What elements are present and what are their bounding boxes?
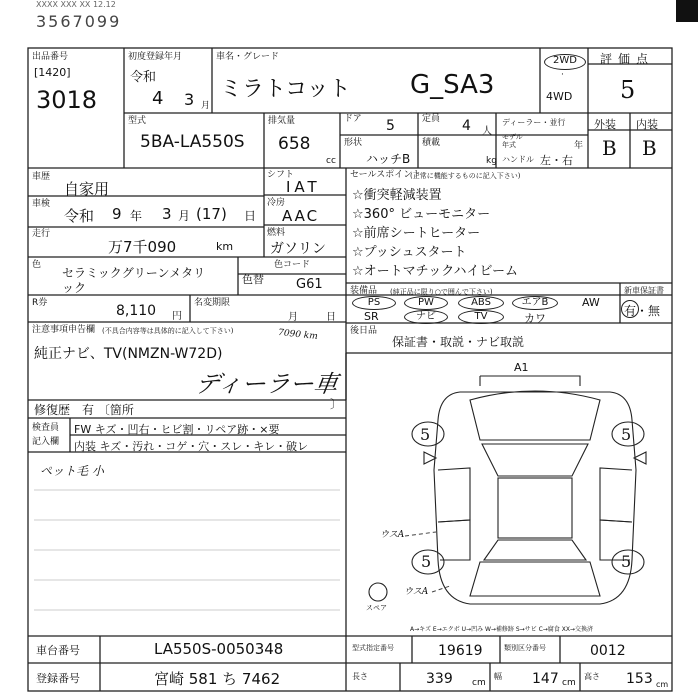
chassis-value: LA550S-0050348 — [154, 640, 284, 658]
mileage-value: 万7千090 — [108, 238, 177, 256]
notes-label: 注意事項申告欄 — [32, 325, 96, 335]
inspector-row2: 内装 キズ・汚れ・コゲ・穴・スレ・キレ・破レ — [74, 440, 309, 453]
shape-value: ハッチB — [366, 152, 411, 166]
equipment-label: 装備品 — [350, 286, 378, 296]
height-label: 高さ — [584, 672, 600, 681]
shape-label: 形状 — [344, 138, 363, 148]
class-label: 類別区分番号 — [504, 644, 546, 652]
inspection-year: 9 — [112, 205, 122, 223]
length-label: 長さ — [352, 672, 368, 681]
handle-value: 左・右 — [540, 154, 573, 167]
diagram-side-mark-1: ウスA — [380, 530, 405, 540]
capacity-unit: 人 — [482, 126, 492, 137]
drive-2wd: 2WD — [544, 54, 586, 70]
color-label: 色 — [32, 260, 42, 270]
tax-expiry-label: 名変期限 — [194, 298, 231, 308]
dealer-stamp: ディーラー車 — [193, 370, 340, 398]
tax-unit: 円 — [172, 311, 182, 322]
color-code-label: 色コード — [274, 260, 311, 270]
diagram-mark-front-left: 5 — [420, 425, 431, 444]
first-reg-era: 令和 — [130, 70, 157, 85]
equipment-sub: (純正品に限り○で囲んで下さい) — [390, 288, 493, 296]
height-value: 153 — [626, 671, 653, 687]
documents-value: 保証書・取説・ナビ取説 — [392, 335, 525, 349]
equipment-sr: SR — [364, 310, 379, 323]
notes-sub: (不具合内容等は具体的に記入して下さい) — [102, 327, 234, 335]
inspector-label-2: 記入欄 — [32, 437, 60, 447]
length-unit: cm — [472, 678, 486, 688]
load-unit: kg — [486, 156, 497, 166]
usage-value: 自家用 — [64, 180, 110, 198]
inspector-note: ペット毛 小 — [40, 464, 104, 478]
score-label: 評価点 — [600, 52, 655, 66]
lot-number: 3018 — [36, 86, 98, 114]
first-reg-month: 3 — [184, 90, 195, 109]
sales-point-item: ☆衝突軽減装置 — [352, 188, 442, 203]
tax-month-unit: 月 — [288, 312, 298, 323]
plate-value: 宮崎 581 ち 7462 — [154, 670, 281, 688]
mileage-unit: km — [216, 240, 234, 253]
model-name: ミラトコット — [220, 77, 351, 102]
color-code: G61 — [296, 277, 323, 292]
first-reg-year: 4 — [152, 88, 164, 109]
tax-value: 8,110 — [116, 303, 157, 319]
manual-value: 有・無 — [624, 304, 661, 318]
chassis-label: 車台番号 — [36, 644, 80, 657]
shift-value: IAT — [286, 178, 321, 196]
displacement-value: 658 — [278, 134, 311, 154]
plate-label: 登録番号 — [36, 672, 80, 685]
inspection-month-unit: 月 — [178, 209, 191, 223]
mileage-label: 走行 — [32, 229, 51, 239]
inspection-day-unit: 日 — [244, 209, 257, 223]
score-value: 5 — [620, 76, 636, 104]
drive-4wd: 4WD — [546, 90, 573, 103]
equipment-airbag: エアB — [512, 296, 558, 310]
displacement-label: 排気量 — [268, 116, 296, 126]
repair-label: 修復歴 — [34, 403, 71, 417]
sales-point-item: ☆前席シートヒーター — [352, 226, 481, 241]
interior-value: B — [642, 136, 657, 160]
fuel-value: ガソリン — [270, 241, 326, 257]
diagram-side-mark-2: ウスA — [404, 587, 429, 597]
equipment-leather: カワ — [524, 312, 546, 325]
header-top-text: XXXX XXX XX 12.12 — [36, 0, 116, 9]
repair-close-bracket: 〕 — [330, 397, 343, 411]
sales-points-label: セールスポイント — [350, 170, 422, 180]
type-code-value: 5BA-LA550S — [140, 132, 245, 152]
type-code-label: 型式 — [128, 116, 147, 126]
sales-point-item: ☆オートマチックハイビーム — [352, 264, 518, 279]
model-grade: G_SA3 — [410, 70, 495, 100]
capacity-label: 定員 — [422, 114, 441, 124]
model-cert-value: 19619 — [438, 643, 483, 659]
inspection-era: 令和 — [64, 207, 95, 225]
height-unit: cm — [656, 680, 669, 689]
sales-point-item: ☆360° ビューモニター — [352, 207, 491, 222]
class-value: 0012 — [590, 643, 626, 659]
inspection-day: (17) — [196, 205, 227, 223]
model-cert-label: 型式指定番号 — [352, 644, 394, 652]
displacement-unit: cc — [326, 156, 336, 166]
notes-handwritten-km: 7090 km — [277, 327, 319, 343]
first-reg-month-unit: 月 — [201, 101, 211, 111]
cooler-value: AAC — [282, 207, 320, 225]
length-value: 339 — [426, 671, 453, 687]
model-label: 車名・グレード — [216, 52, 280, 62]
model-year-unit: 年 — [574, 141, 584, 151]
tax-label: R券 — [32, 298, 48, 308]
exterior-value: B — [602, 136, 617, 160]
equipment-navi: ナビ — [404, 310, 448, 324]
lot-label: 出品番号 — [32, 52, 69, 62]
drive-dot: · — [561, 70, 564, 80]
inspector-row1: FW キズ・凹右・ヒビ割・リペア跡・×要 — [74, 423, 280, 436]
manual-label: 新車保証書 — [624, 286, 664, 295]
equipment-pw: PW — [404, 296, 448, 310]
usage-label: 車歴 — [32, 172, 51, 182]
load-label: 積載 — [422, 138, 441, 148]
model-year-label: モデル年式 — [502, 133, 523, 149]
equipment-aw: AW — [582, 296, 600, 309]
exterior-label: 外装 — [594, 118, 616, 131]
notes-line1: 純正ナビ、TV(NMZN-W72D) — [34, 346, 223, 362]
diagram-spare-label: スペア — [366, 604, 387, 612]
cooler-label: 冷房 — [267, 198, 286, 208]
diagram-mark-rear-right: 5 — [621, 552, 632, 571]
repair-value: 有 〔箇所 — [82, 403, 134, 417]
shift-label: シフト — [267, 170, 295, 180]
inspector-label-1: 検査員 — [32, 423, 60, 433]
dealer-run-label: ディーラー・並行 — [502, 118, 566, 127]
handle-label: ハンドル — [502, 155, 534, 164]
color-swap-label: 色替 — [242, 273, 264, 286]
interior-label: 内装 — [636, 118, 658, 131]
sales-point-item: ☆プッシュスタート — [352, 245, 467, 260]
equipment-abs: ABS — [458, 296, 504, 310]
width-label: 幅 — [494, 672, 502, 681]
sales-points-sub: (正常に機能するものに記入下さい) — [410, 172, 521, 180]
equipment-ps: PS — [352, 296, 396, 310]
width-value: 147 — [532, 671, 559, 687]
first-reg-label: 初度登録年月 — [128, 52, 183, 62]
diagram-top-mark: A1 — [514, 361, 529, 374]
doors-value: 5 — [386, 118, 395, 134]
fuel-label: 燃料 — [267, 228, 286, 238]
equipment-tv: TV — [458, 310, 504, 324]
documents-label: 後日品 — [350, 326, 378, 336]
capacity-value: 4 — [462, 118, 471, 134]
color-line2: ック — [62, 281, 87, 295]
diagram-mark-rear-left: 5 — [421, 552, 432, 571]
inspection-year-unit: 年 — [130, 209, 143, 223]
diagram-mark-front-right: 5 — [621, 425, 632, 444]
header-top-number: 3567099 — [36, 12, 122, 31]
lot-code: [1420] — [34, 66, 71, 79]
doors-label: ドア — [344, 114, 362, 124]
tax-day-unit: 日 — [326, 312, 336, 323]
diagram-legend: A→キズ E→エクボ U→凹み W→補修跡 S→サビ C→腐食 XX→交換済 — [410, 626, 593, 633]
width-unit: cm — [562, 678, 576, 688]
color-line1: セラミックグリーンメタリ — [62, 266, 206, 280]
inspection-month: 3 — [162, 205, 172, 223]
inspection-label: 車検 — [32, 199, 51, 209]
